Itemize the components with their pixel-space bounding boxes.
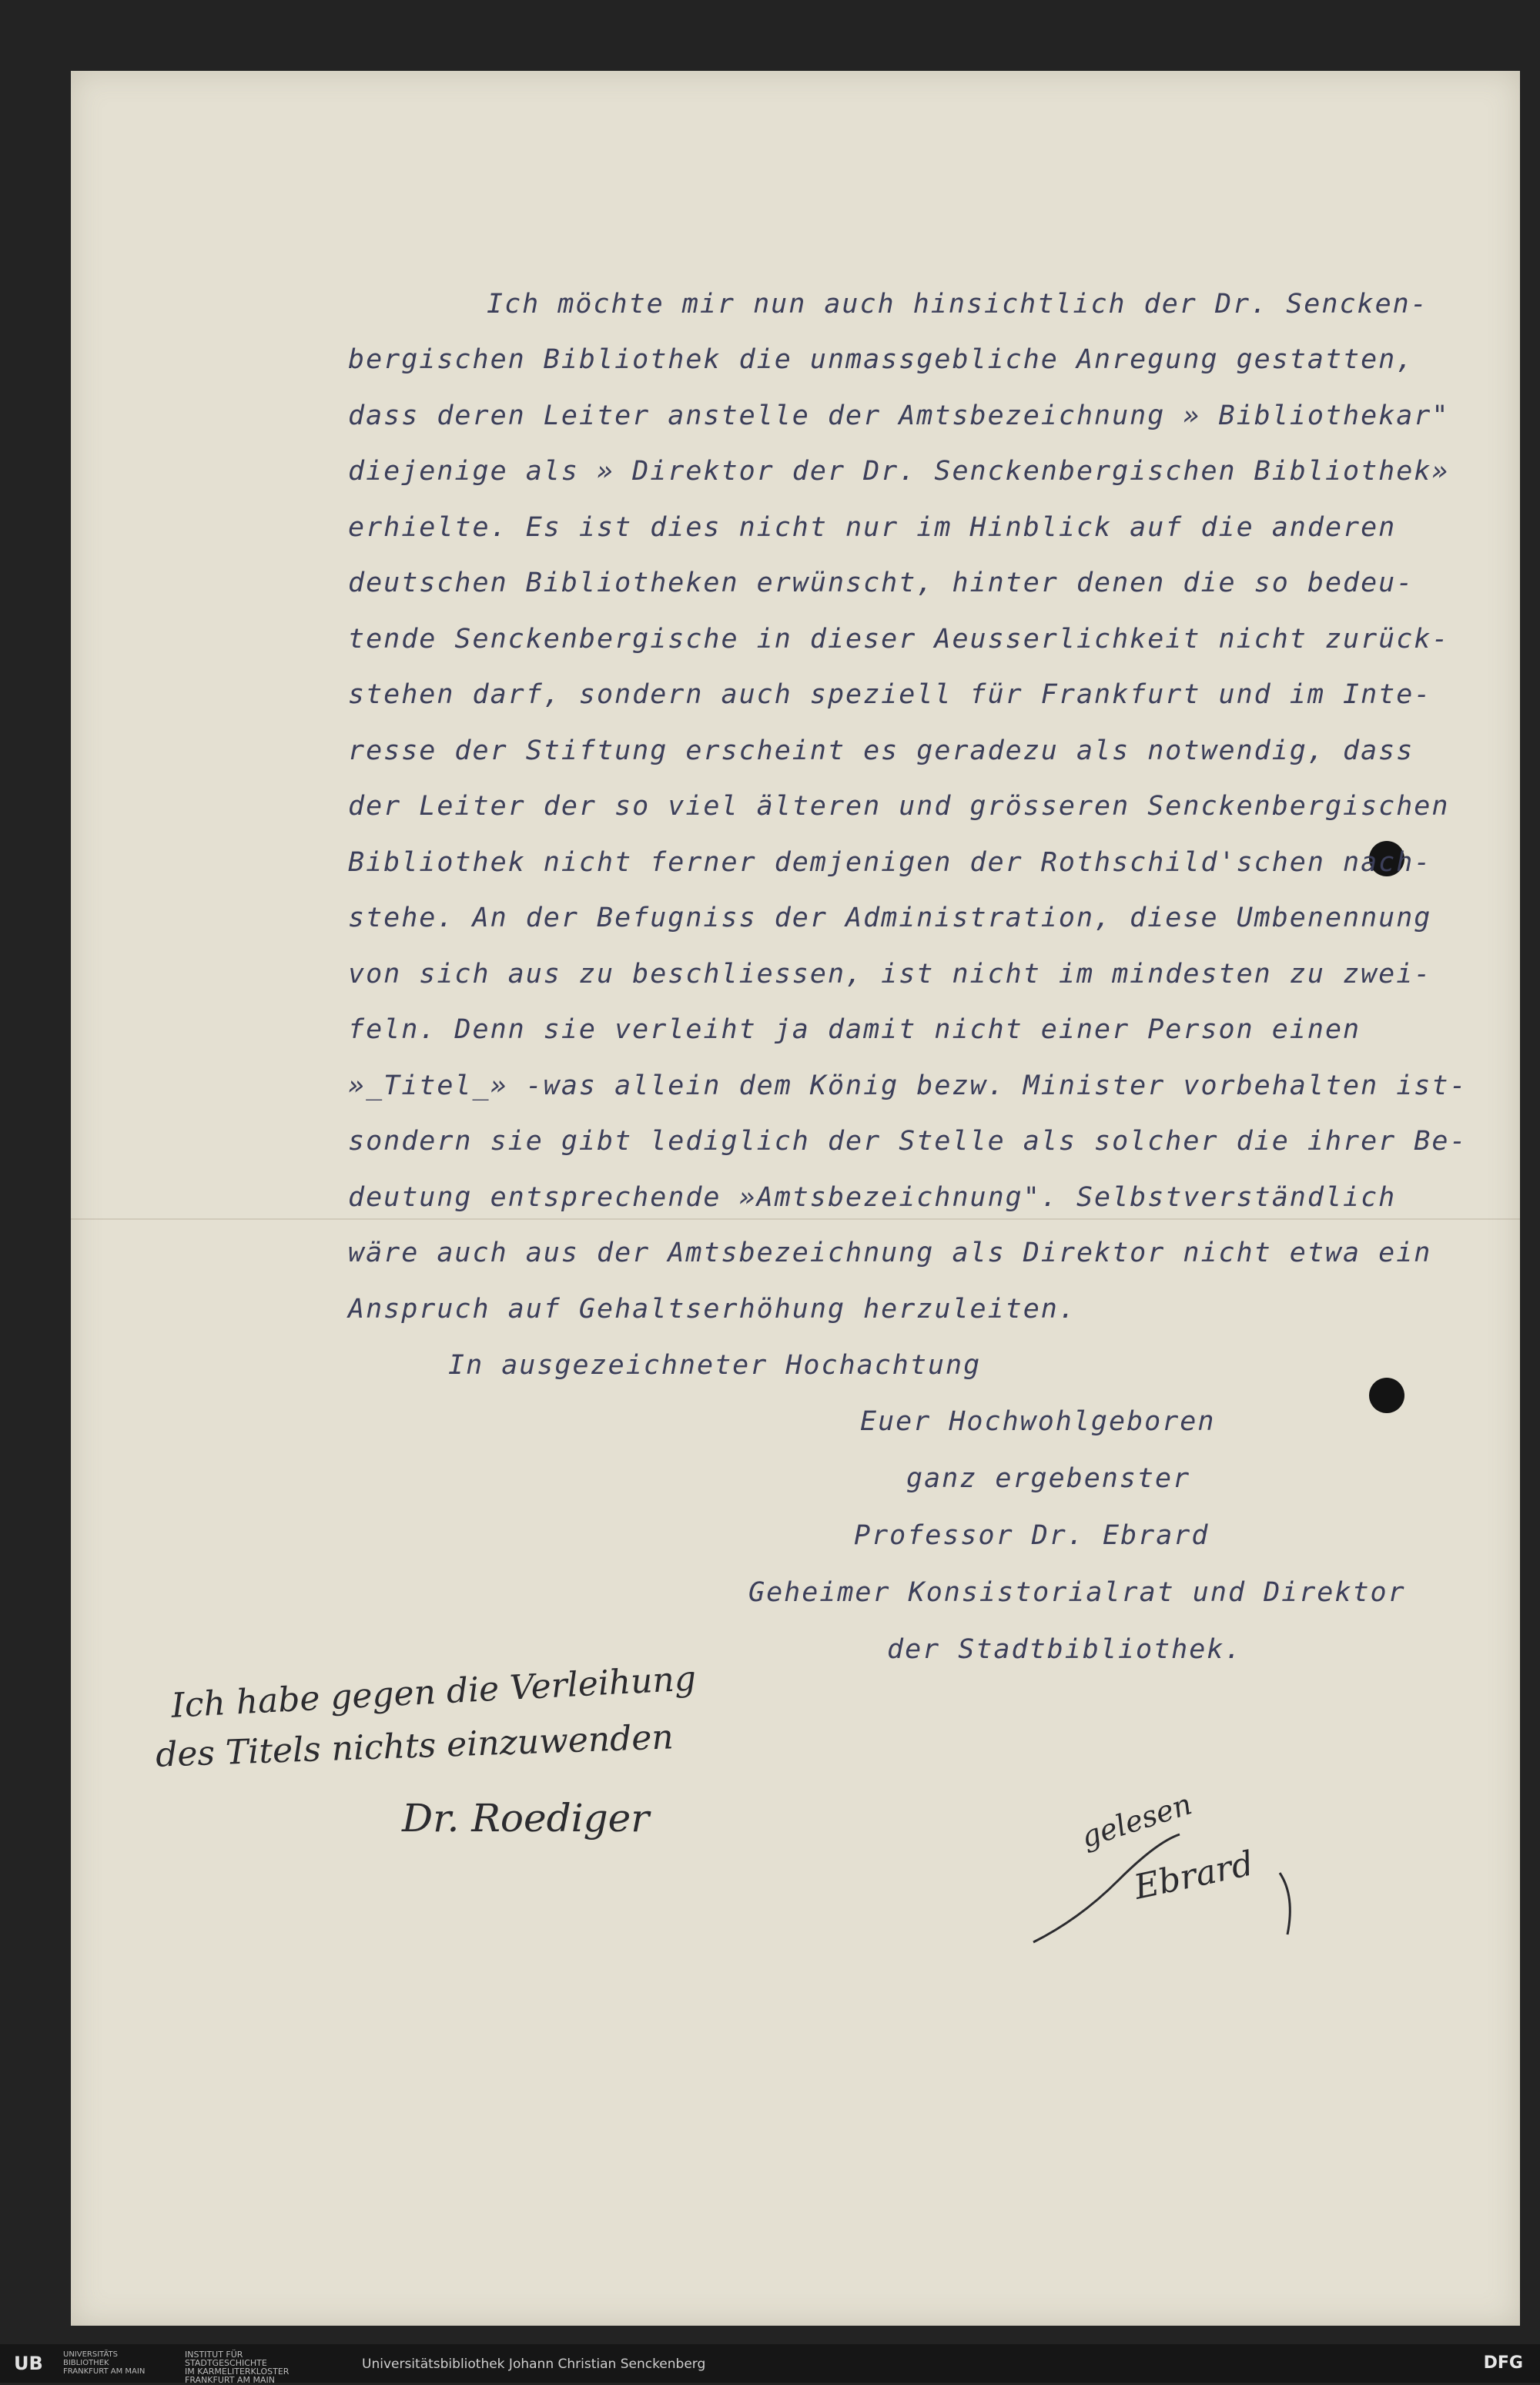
handwritten-read-mark: gelesen bbox=[1076, 1787, 1197, 1854]
signature-stroke bbox=[1026, 1804, 1349, 1958]
ub-sub-line: BIBLIOTHEK bbox=[63, 2359, 109, 2367]
letter-line: sondern sie gibt lediglich der Stelle als solcher die ihrer Be- bbox=[348, 1126, 1468, 1157]
signature-line: ganz ergebenster bbox=[906, 1463, 1191, 1494]
letter-line: tende Senckenbergische in dieser Aeusserlichkeit nicht zurück- bbox=[348, 624, 1450, 655]
handwritten-note-line: des Titels nichts einzuwenden bbox=[155, 1717, 675, 1775]
ub-logo: UB bbox=[14, 2353, 43, 2374]
ub-logo-text bbox=[63, 2350, 145, 2376]
letter-line: von sich aus zu beschliessen, ist nicht im mindesten zu zwei- bbox=[348, 959, 1432, 990]
typed-letter bbox=[71, 71, 1520, 2326]
letter-line: »_Titel_» -was allein dem König bezw. Minister vorbehalten ist- bbox=[348, 1070, 1468, 1101]
letter-line: stehe. An der Befugniss der Administration, diese Umbenennung bbox=[348, 903, 1432, 933]
institute-line: IM KARMELITERKLOSTER bbox=[185, 2367, 290, 2377]
letter-line: deutung entsprechende »Amtsbezeichnung". Selbstverständlich bbox=[348, 1182, 1397, 1213]
letter-line: erhielte. Es ist dies nicht nur im Hinblick auf die anderen bbox=[348, 512, 1397, 543]
institute-line: INSTITUT FÜR bbox=[185, 2350, 243, 2360]
signature-line: Euer Hochwohlgeboren bbox=[860, 1406, 1216, 1437]
handwritten-note-line: Ich habe gegen die Verleihung bbox=[170, 1659, 698, 1726]
archive-footer bbox=[0, 2344, 1540, 2383]
ub-sub-line: FRANKFURT AM MAIN bbox=[63, 2367, 146, 2376]
letter-line: Ich möchte mir nun auch hinsichtlich der Dr. Sencken- bbox=[487, 289, 1428, 320]
letter-closing: In ausgezeichneter Hochachtung bbox=[448, 1350, 982, 1381]
signature-line: Professor Dr. Ebrard bbox=[854, 1520, 1210, 1551]
letter-line: wäre auch aus der Amtsbezeichnung als Direktor nicht etwa ein bbox=[348, 1238, 1432, 1268]
ub-sub-line: UNIVERSITÄTS bbox=[63, 2350, 119, 2359]
document-page bbox=[71, 71, 1520, 2326]
letter-line: Anspruch auf Gehaltserhöhung herzuleiten. bbox=[348, 1294, 1076, 1325]
letter-line: diejenige als » Direktor der Dr. Senckenbergischen Bibliothek» bbox=[348, 456, 1450, 487]
letter-line: der Leiter der so viel älteren und grösseren Senckenbergischen bbox=[348, 791, 1450, 822]
signature-line: der Stadtbibliothek. bbox=[887, 1634, 1243, 1665]
dfg-logo: DFG bbox=[1483, 2353, 1523, 2373]
library-name: Universitätsbibliothek Johann Christian Senckenberg bbox=[362, 2357, 706, 2372]
letter-line: deutschen Bibliotheken erwünscht, hinter denen die so bedeu- bbox=[348, 568, 1414, 598]
handwritten-signature-ebrard: Ebrard bbox=[1130, 1844, 1257, 1908]
institute-line: STADTGESCHICHTE bbox=[185, 2358, 267, 2368]
letter-line: bergischen Bibliothek die unmassgebliche Anregung gestatten, bbox=[348, 344, 1414, 375]
letter-line: Bibliothek nicht ferner demjenigen der Rothschild'schen nach- bbox=[348, 847, 1432, 878]
institute-logo-text bbox=[185, 2350, 289, 2384]
letter-line: stehen darf, sondern auch speziell für Frankfurt und im Inte- bbox=[348, 679, 1432, 710]
handwritten-signature-roediger: Dr. Roediger bbox=[402, 1796, 650, 1841]
signature-line: Geheimer Konsistorialrat und Direktor bbox=[748, 1577, 1406, 1608]
institute-line: FRANKFURT AM MAIN bbox=[185, 2375, 275, 2385]
letter-line: dass deren Leiter anstelle der Amtsbezeichnung » Bibliothekar" bbox=[348, 400, 1450, 431]
letter-line: resse der Stiftung erscheint es geradezu als notwendig, dass bbox=[348, 735, 1414, 766]
letter-line: feln. Denn sie verleiht ja damit nicht einer Person einen bbox=[348, 1014, 1361, 1045]
